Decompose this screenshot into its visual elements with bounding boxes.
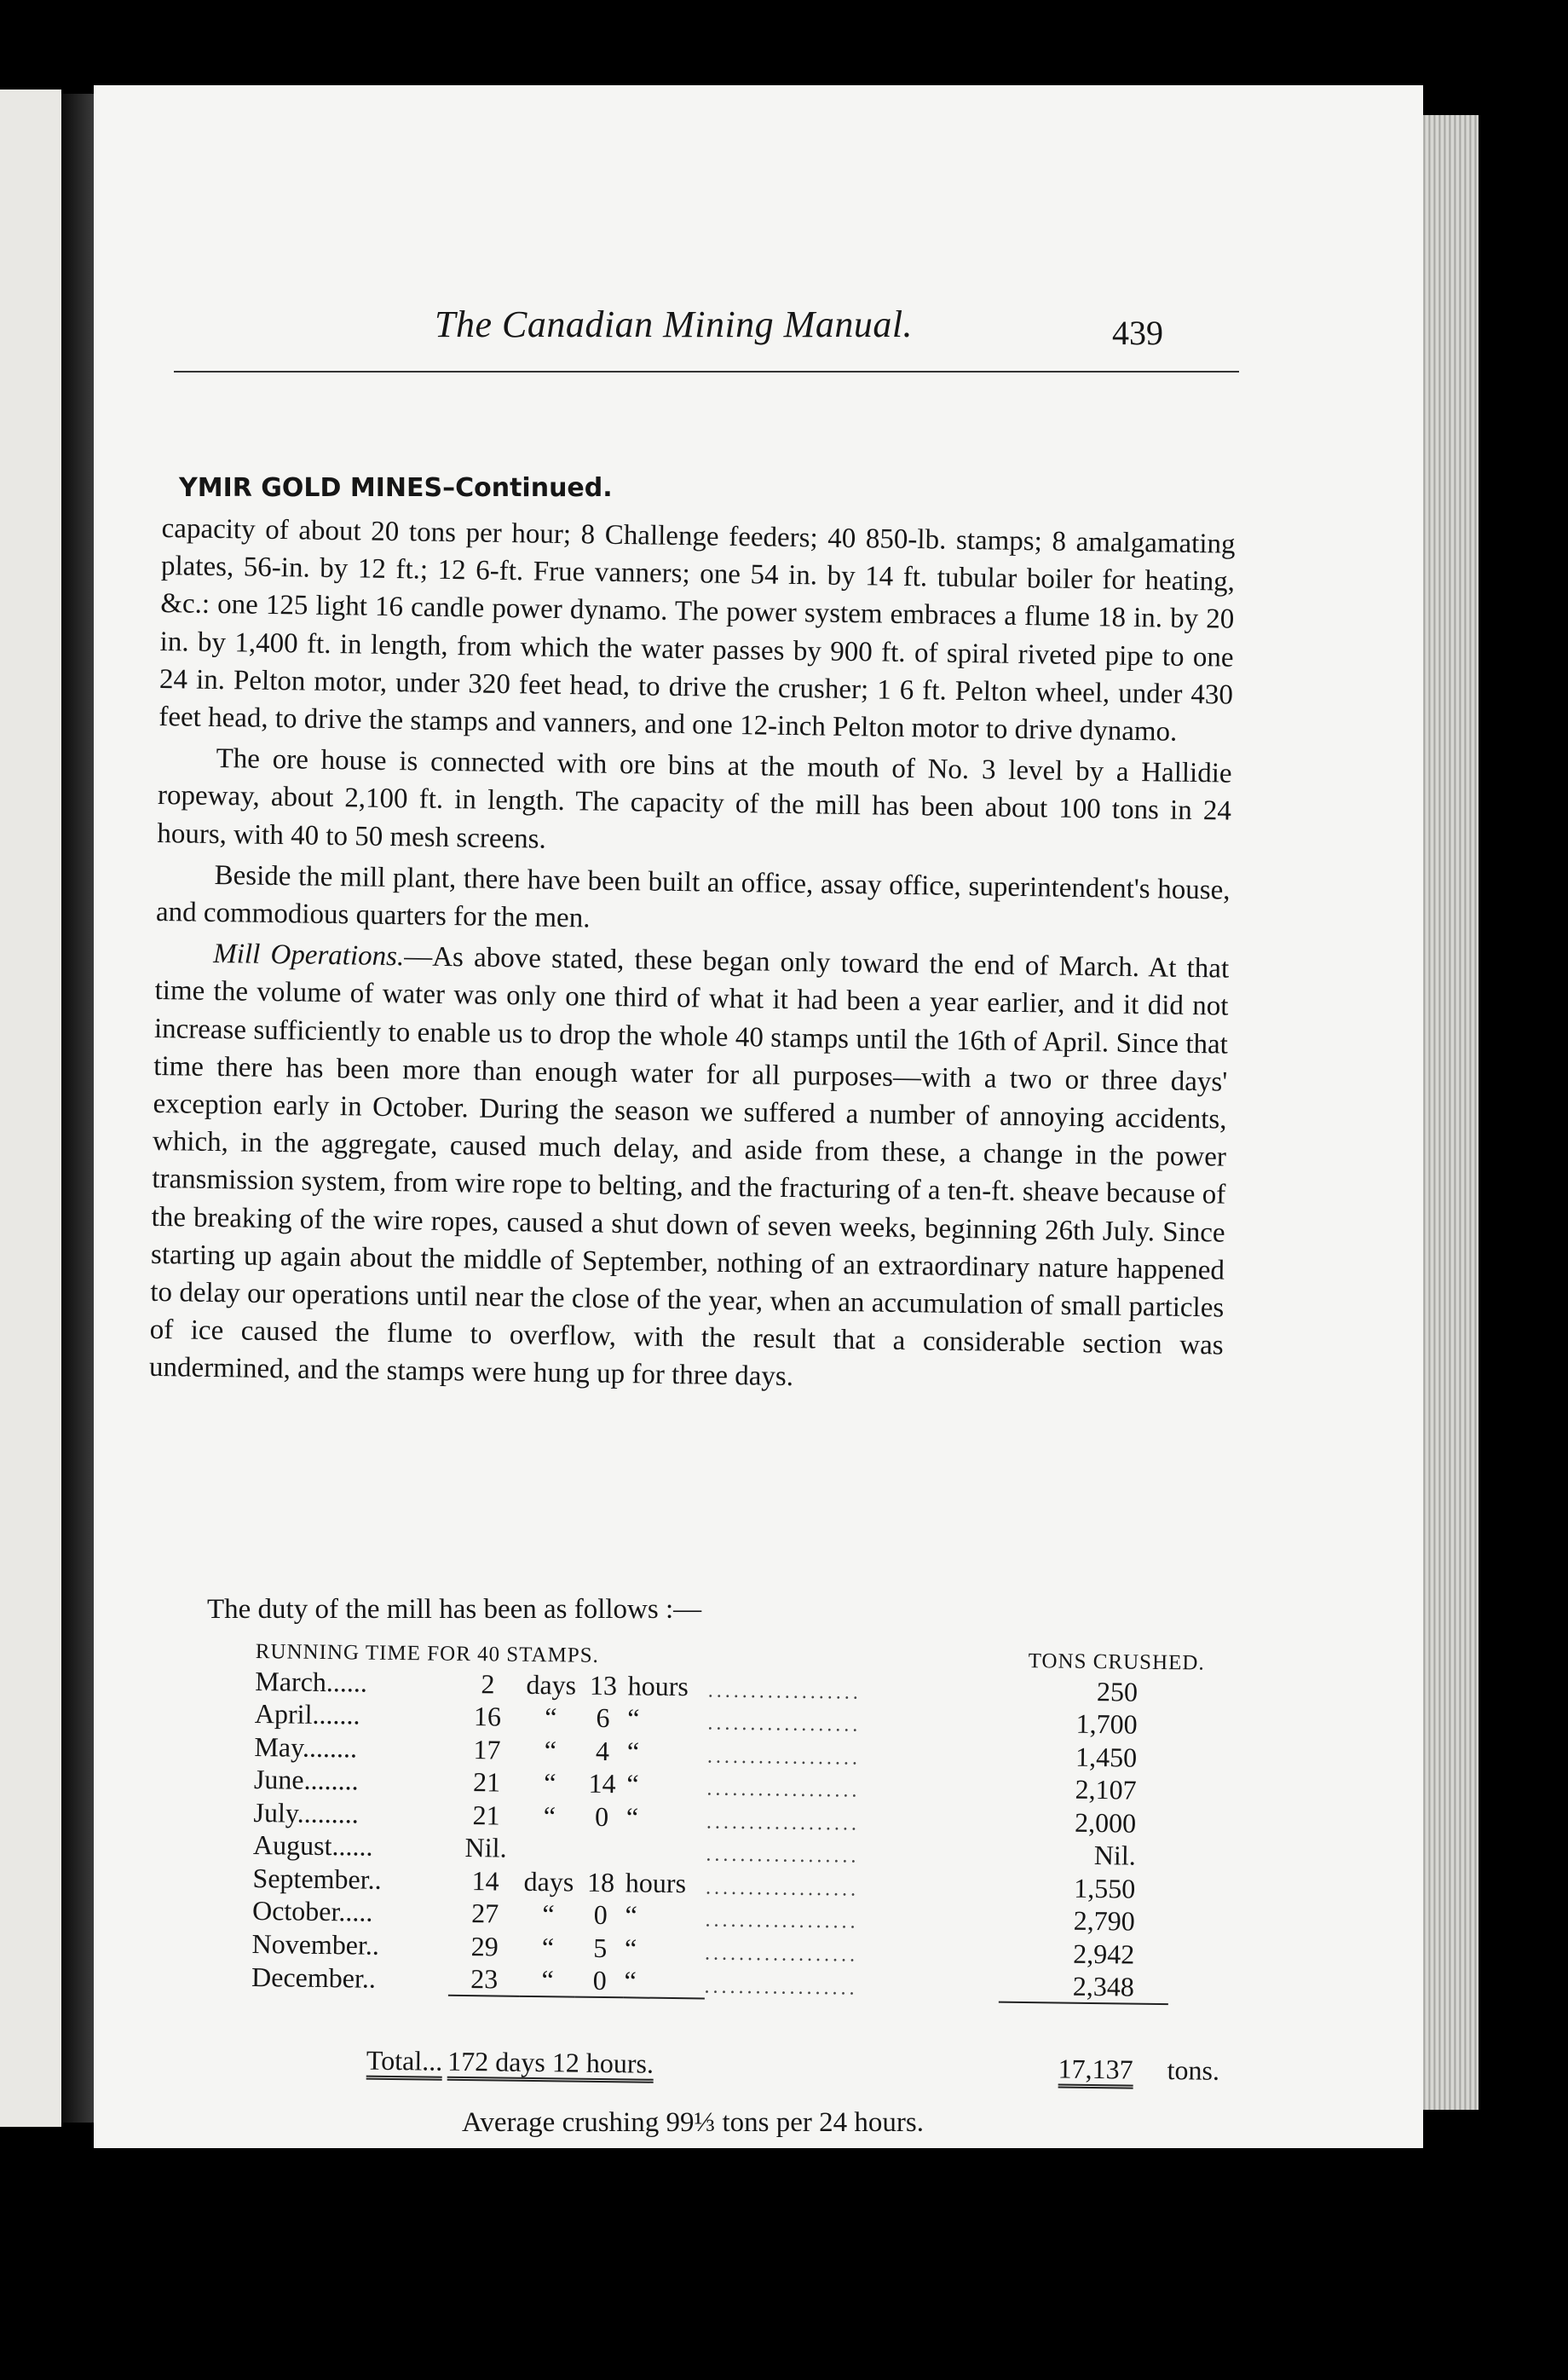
hours-unit-cell: “ [627,1702,640,1734]
leader-dots: .................. [707,1678,862,1704]
page-number: 439 [1112,314,1163,352]
tons-cell: 2,000 [1074,1806,1137,1839]
hours-cell: 13 [589,1669,618,1701]
tons-cell: 2,942 [1073,1938,1135,1970]
leader-dots: .................. [705,1875,860,1901]
leader-dots: .................. [706,1744,862,1770]
leader-dots: .................. [706,1843,860,1868]
unit-spacer [1170,1774,1225,1807]
days-cell: 23 [470,1963,499,1995]
total-unit: tons. [1167,2054,1220,2086]
hours-cell: 4 [595,1735,610,1766]
tons-cell: 1,700 [1075,1707,1138,1740]
month-cell: November.. [251,1927,380,1961]
month-cell: June........ [253,1763,359,1796]
unit-spacer [1168,1938,1224,1971]
days-unit-cell: “ [541,1931,555,1962]
unit-spacer [1169,1905,1225,1938]
days-unit-cell: “ [543,1799,556,1831]
days-cell: 14 [471,1864,499,1897]
days-cell: 21 [472,1766,501,1798]
unit-spacer [1171,1741,1226,1774]
tons-cell: 1,550 [1074,1872,1136,1904]
month-cell: December.. [251,1961,377,1994]
mill-duty-table [251,1638,1227,2087]
hours-cell: 18 [586,1866,615,1898]
leader-dots: .................. [707,1712,862,1736]
leader-dots: .................. [706,1777,861,1802]
unit-spacer [1172,1675,1227,1708]
days-unit-cell: “ [544,1701,557,1733]
hours-cell: 14 [588,1767,616,1799]
hours-cell: 0 [593,1898,608,1931]
hours-unit-cell: “ [625,1800,639,1833]
days-cell: 2 [481,1667,495,1699]
month-cell: August...... [252,1828,373,1862]
tons-cell: 1,450 [1075,1741,1138,1773]
hours-cell: 5 [593,1932,608,1963]
month-cell: July......... [253,1796,359,1828]
hours-unit-cell: “ [624,1965,637,1996]
total-tons: 17,137 [1058,2054,1133,2089]
days-unit-cell [522,1831,577,1864]
paragraph-4 [149,934,1230,1402]
month-cell: April....... [254,1697,360,1730]
unit-spacer [1169,1840,1225,1873]
unit-spacer [1171,1708,1226,1742]
month-cell: September.. [252,1862,382,1895]
header-rule [174,371,1239,373]
days-unit-cell: days [526,1668,577,1701]
tons-cell: 2,107 [1075,1773,1137,1805]
days-unit-cell: “ [544,1767,556,1799]
paragraph-4-text: —As above stated, these began only toward the end of March. At that time the volume of water was only one third of what it had been a year earlier, and it did not increase sufficiently to enable us to drop the whole 40 stamps until the 16th of April. Since that time there has been more than enough water for all purposes—with a two or three days' exception early in October. During the season we suffered a number of annoying accidents, which, in the aggregate, caused much delay, and aside from these, a change in the power transmission system, from wire rope to belting, and the fracturing of a ten-ft. sheave because of the breaking of the wire ropes, caused a shut down of seven weeks, beginning 26th July. Since starting up again about the middle of September, nothing of an extraordinary nature happened to delay our operations until near the close of the year, when an accumulation of small particles of ice caused the flume to overflow, with the result that a considerable section was undermined, and the stamps were hung up for three days. [148,941,1230,1393]
body-text [149,510,1236,1406]
section-title: YMIR GOLD MINES–Continued. [179,473,613,503]
total-time: 172 days 12 hours. [447,2046,654,2083]
days-cell: 29 [470,1930,499,1962]
hours-unit-cell: “ [626,1735,640,1767]
unit-spacer [1168,1971,1224,2005]
days-unit-cell: “ [544,1734,557,1765]
paragraph-4-lead: Mill Operations. [213,939,405,973]
book-page [94,85,1423,2148]
days-unit-cell: days [523,1865,574,1898]
hours-cell: 0 [594,1800,609,1832]
month-cell: May........ [254,1730,358,1763]
days-unit-cell: “ [542,1898,555,1930]
days-unit-cell: “ [541,1964,554,1996]
unit-spacer [1169,1872,1225,1905]
facing-page-edge [0,90,61,2127]
paragraph-1: capacity of about 20 tons per hour; 8 Challenge feeders; 40 850-lb. stamps; 8 amalgamating plates, 56-in. by 12 ft.; 12 6-ft. Frue vanners; one 54 in. by 14 ft. tubular boiler for heating, &c.: one 125 light 16 candle power dynamo. The power system embraces a flume 18 in. by 20 in. by 1,400 ft. in length, from which the water passes by 900 ft. of spiral riveted pipe to one 24 in. Pelton motor, under 320 feet head, to drive the crusher; 1 6 ft. Pelton wheel, under 430 feet head, to drive the stamps and vanners, and one 12-inch Pelton motor to drive dynamo. [159,512,1236,748]
hours-cell: 0 [592,1964,607,1996]
leader-dots: .................. [706,1810,861,1835]
duty-intro: The duty of the mill has been as follows :— [207,1594,702,1625]
leader-dots: .................. [704,1941,859,1967]
tons-cell: Nil. [1093,1840,1136,1871]
days-cell: 27 [470,1898,499,1929]
hours-unit-cell: “ [625,1899,637,1931]
paragraph-3: Beside the mill plant, there have been built an office, assay office, superintendent's house, and commodious quarters for the men. [155,859,1231,934]
average-crushing: Average crushing 99⅓ tons per 24 hours. [462,2107,924,2138]
running-head [94,303,1423,362]
tons-cell: 2,790 [1073,1904,1135,1937]
days-cell: Nil. [464,1832,507,1863]
tons-cell: 250 [1096,1675,1139,1707]
hours-cell [577,1832,626,1865]
days-cell: 21 [472,1799,500,1831]
days-cell: 17 [473,1733,501,1765]
days-cell: 16 [473,1701,502,1732]
hours-unit-cell: hours [625,1866,687,1898]
hours-cell: 6 [596,1701,610,1734]
unit-spacer [1170,1806,1225,1840]
total-label: Total... [366,2045,443,2081]
running-time-header: RUNNING TIME FOR 40 STAMPS. [255,1639,600,1667]
tons-cell: 2,348 [1072,1970,1135,2002]
running-title: The Canadian Mining Manual. [435,303,914,345]
month-cell: March...... [255,1665,368,1698]
book-gutter [61,94,94,2123]
leader-dots: .................. [705,1909,859,1933]
tons-crushed-header: TONS CRUSHED. [1028,1649,1205,1675]
paragraph-2: The ore house is connected with ore bins at the mouth of No. 3 level by a Hallidie ropeway, about 2,100 ft. in length. The capacity of the mill has been about 100 tons in 24 hours, with 40 to 50 mesh screens. [157,743,1232,855]
hours-unit-cell: “ [626,1768,639,1799]
hours-unit-cell: hours [627,1669,689,1701]
month-cell: October..... [251,1894,373,1927]
hours-unit-cell [625,1833,706,1867]
hours-unit-cell: “ [624,1932,637,1963]
leader-dots: .................. [704,1975,858,2000]
